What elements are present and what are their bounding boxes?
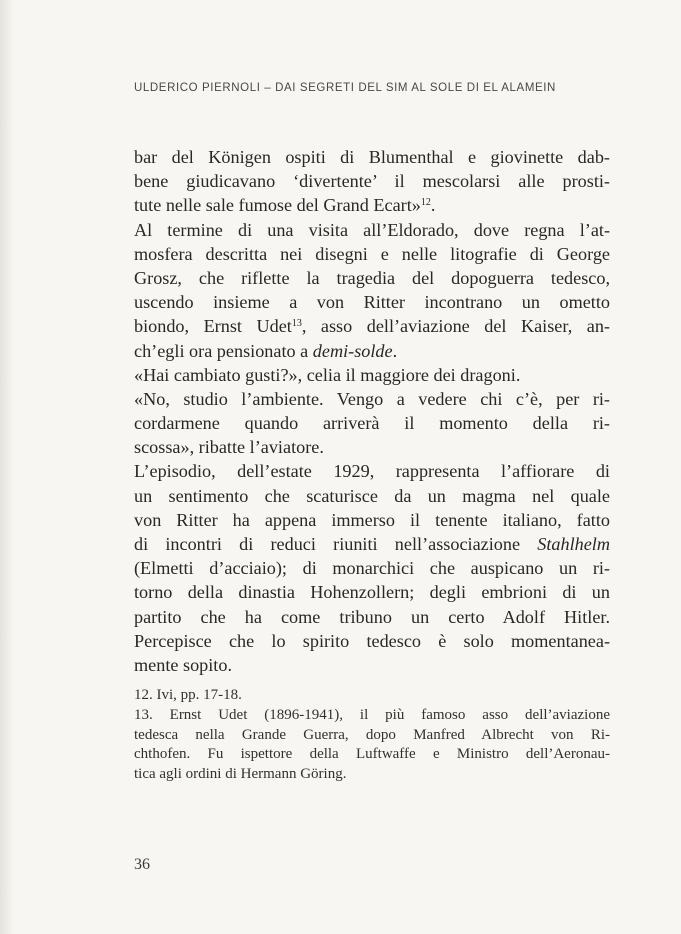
body-line xyxy=(134,629,610,653)
body-line-text: partito che ha come tribuno un certo Adolf Hitler. xyxy=(134,606,610,627)
body-line xyxy=(134,387,610,411)
body-line-text: scossa», ribatte l’aviatore. xyxy=(134,437,324,458)
body-line xyxy=(134,169,610,193)
footnote-line xyxy=(134,686,610,706)
page-gutter-shadow xyxy=(0,0,14,934)
body-line-text: (Elmetti d’acciaio); di monarchici che auspicano un ri- xyxy=(134,558,610,579)
footnote-ref: 12 xyxy=(420,197,431,209)
footnote-line-text: chthofen. Fu ispettore della Luftwaffe e Ministro dell’Aeronau- xyxy=(134,746,610,763)
body-line xyxy=(134,266,610,290)
body-line-text: torno della dinastia Hohenzollern; degli embrioni di un xyxy=(134,582,610,603)
page-number: 36 xyxy=(134,856,150,873)
footnote-line-text: tica agli ordini di Hermann Göring. xyxy=(134,766,347,783)
footnote-line xyxy=(134,745,610,765)
body-line xyxy=(134,290,610,314)
body-line xyxy=(134,605,610,629)
footnote-line-text: tedesca nella Grande Guerra, dopo Manfred Albrecht von Ri- xyxy=(134,726,610,743)
body-line xyxy=(134,314,610,338)
body-line xyxy=(134,363,610,387)
body-line xyxy=(134,339,610,363)
body-line xyxy=(134,145,610,169)
body-line-text: un sentimento che scaturisce da un magma nel quale xyxy=(134,485,610,506)
body-line xyxy=(134,484,610,508)
body-line-text: «Hai cambiato gusti?», celia il maggiore dei dragoni. xyxy=(134,364,521,385)
body-line-text: mosfera descritta nei disegni e nelle litografie di George xyxy=(134,243,610,264)
body-line-text: «No, studio l’ambiente. Vengo a vedere chi c’è, per ri- xyxy=(134,388,610,409)
footnote-line xyxy=(134,706,610,726)
footnote-line-text: 13. Ernst Udet (1896-1941), il più famoso asso dell’aviazione xyxy=(134,706,610,723)
footnote-line-text: 12. Ivi, pp. 17-18. xyxy=(134,687,242,703)
body-line-text: di incontri di reduci riuniti nell’associazione xyxy=(134,534,538,554)
body-line-text: von Ritter ha appena immerso il tenente italiano, fatto xyxy=(134,509,610,530)
body-line xyxy=(134,653,610,677)
body-line-text: Grosz, che riflette la tragedia del dopoguerra tedesco, xyxy=(134,267,610,288)
italic-term: demi-solde xyxy=(312,340,393,361)
body-line xyxy=(134,242,610,266)
body-line-text: mente sopito. xyxy=(134,654,232,675)
body-line xyxy=(134,459,610,483)
body-line xyxy=(134,580,610,604)
footnote-line xyxy=(134,726,610,746)
body-line-text: Percepisce che lo spirito tedesco è solo momentanea- xyxy=(134,630,610,651)
body-line xyxy=(134,532,610,556)
body-line-tail: , asso dell’aviazione del Kaiser, an- xyxy=(301,316,610,337)
body-line-text: tute nelle sale fumose del Grand Ecart» xyxy=(134,195,421,216)
body-line-text: cordarmene quando arriverà il momento della ri- xyxy=(134,413,610,434)
running-head: ULDERICO PIERNOLI – DAI SEGRETI DEL SIM AL SOLE DI EL ALAMEIN xyxy=(134,82,556,94)
body-line-tail: . xyxy=(392,340,398,361)
italic-term: Stahlhelm xyxy=(537,534,610,554)
body-line-tail: . xyxy=(430,195,436,216)
body-line xyxy=(134,435,610,459)
footnote-ref: 13 xyxy=(291,318,302,330)
body-line-text: bar del Königen ospiti di Blumenthal e giovinette dab- xyxy=(134,147,610,167)
body-line xyxy=(134,508,610,532)
body-text xyxy=(134,145,610,677)
body-line xyxy=(134,411,610,435)
body-line-text: Al termine di una visita all’Eldorado, dove regna l’at- xyxy=(134,219,610,240)
body-line-text: ch’egli ora pensionato a xyxy=(134,340,313,361)
footnotes xyxy=(134,686,610,785)
body-line xyxy=(134,193,610,217)
body-line-text: L’episodio, dell’estate 1929, rappresenta l’affiorare di xyxy=(134,461,610,482)
body-line-text: bene giudicavano ‘divertente’ il mescolarsi alle prosti- xyxy=(134,171,610,192)
body-line-text: uscendo insieme a von Ritter incontrano un ometto xyxy=(134,292,610,313)
footnote-line xyxy=(134,765,610,785)
body-line-text: biondo, Ernst Udet xyxy=(134,316,292,337)
body-line xyxy=(134,218,610,242)
body-line xyxy=(134,556,610,580)
